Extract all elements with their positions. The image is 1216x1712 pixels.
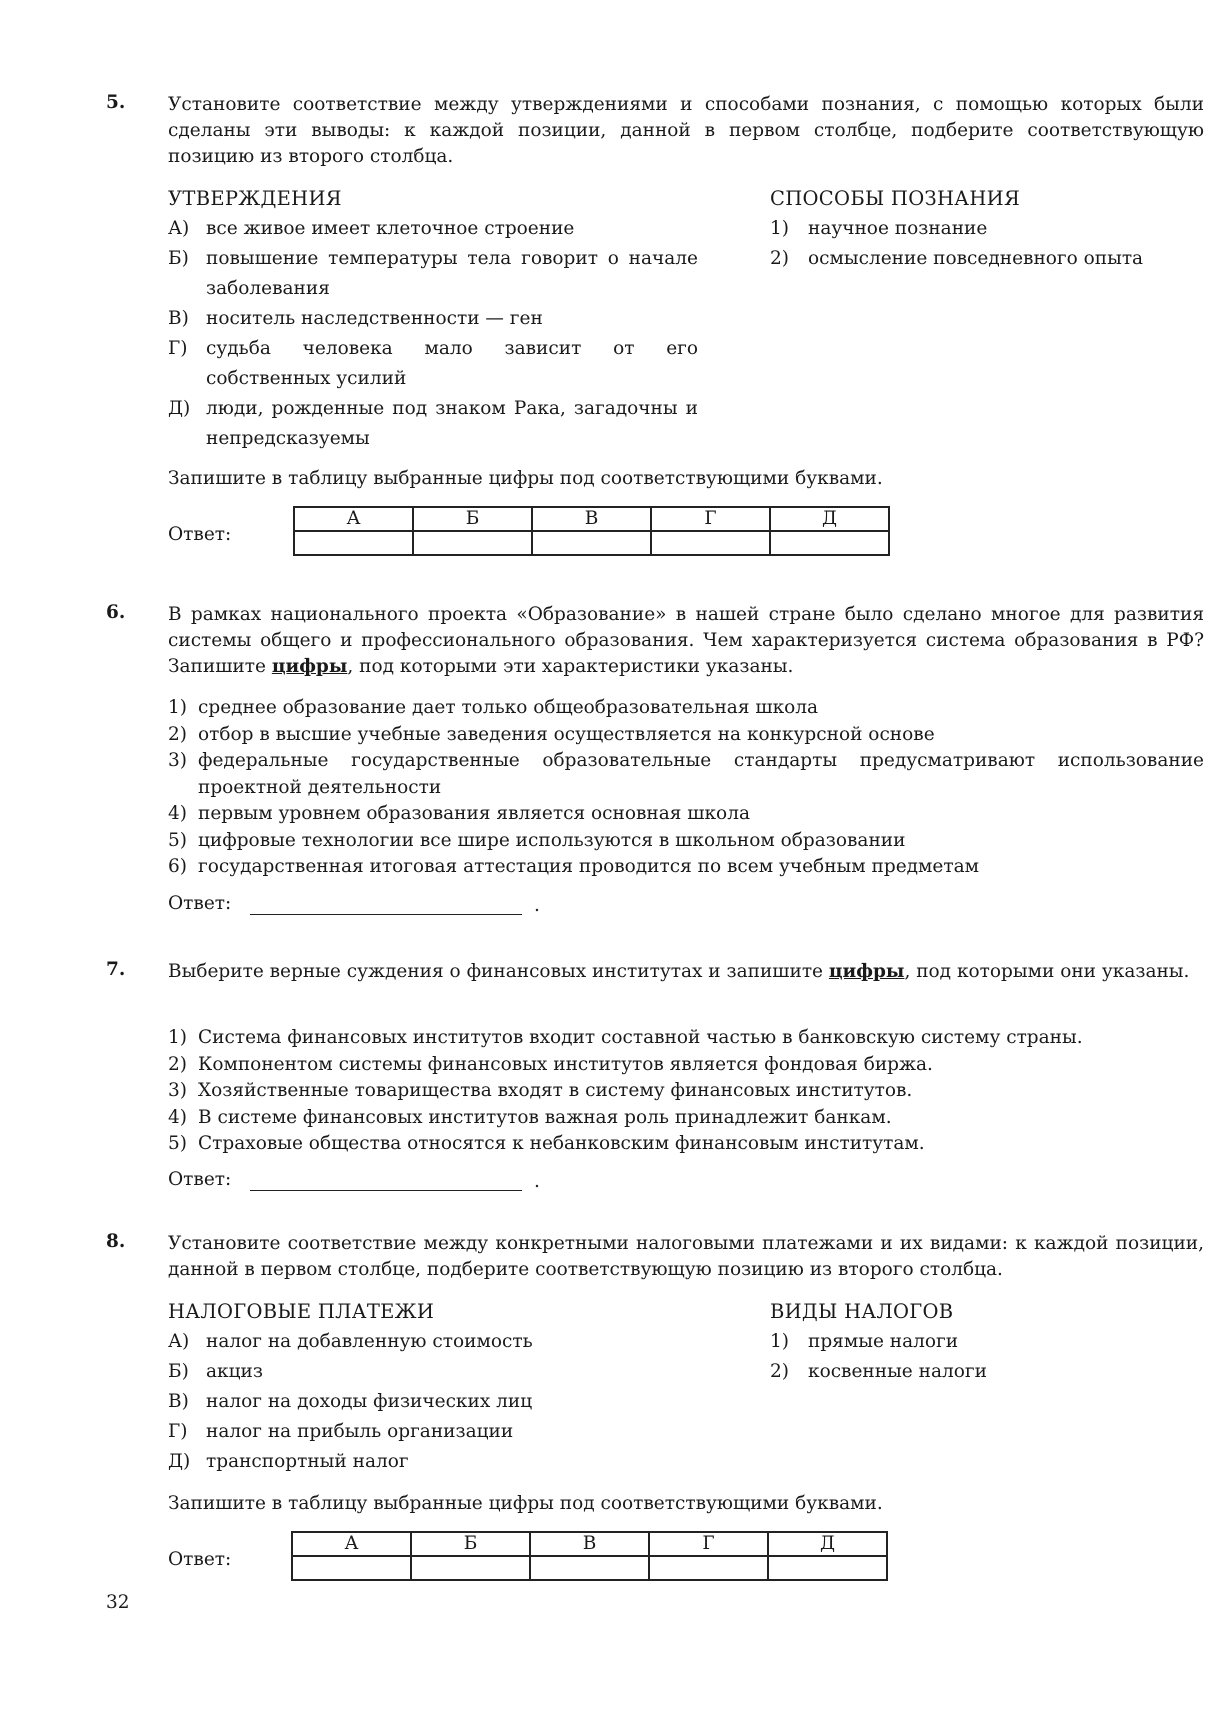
- tax-types-column: [770, 1297, 1210, 1387]
- answer-cell[interactable]: [651, 531, 770, 555]
- list-item: 4) первым уровнем образования является основная школа: [168, 803, 750, 824]
- table-header: Б: [413, 507, 532, 531]
- list-item: 3) Хозяйственные товарищества входят в систему финансовых институтов.: [168, 1080, 913, 1101]
- list-item: 2) осмысление повседневного опыта: [770, 248, 1144, 269]
- answer-cell[interactable]: [532, 531, 651, 555]
- column-heading: УТВЕРЖДЕНИЯ: [168, 187, 342, 210]
- answer-cell[interactable]: [292, 1556, 411, 1580]
- answer-label: Ответ:: [168, 524, 232, 545]
- list-item: А) все живое имеет клеточное строение: [168, 218, 575, 239]
- statements-column: [168, 184, 698, 454]
- answer-dot: .: [534, 895, 540, 916]
- instruction: Запишите в таблицу выбранные цифры под соответствующими буквами.: [168, 468, 883, 489]
- task-number: 7.: [106, 959, 126, 980]
- column-heading: ВИДЫ НАЛОГОВ: [770, 1300, 954, 1323]
- list-item: А) налог на добавленную стоимость: [168, 1331, 533, 1352]
- task-intro: В рамках национального проекта «Образование» в нашей стране было сделано многое для развития системы общего и профессионального образования. Чем характеризуется система образования в РФ? Запишите цифры, под которыми эти характеристики указаны.: [168, 604, 1204, 677]
- options-list: [168, 1025, 1204, 1158]
- list-item: 1) прямые налоги: [770, 1331, 959, 1352]
- answer-label: Ответ:: [168, 1549, 232, 1570]
- table-header: Д: [768, 1532, 887, 1556]
- instruction: Запишите в таблицу выбранные цифры под соответствующими буквами.: [168, 1493, 883, 1514]
- answer-label: Ответ:: [168, 1169, 232, 1190]
- list-item: Д) транспортный налог: [168, 1451, 409, 1472]
- list-item: 1) Система финансовых институтов входит составной частью в банковскую систему страны.: [168, 1027, 1083, 1048]
- list-item: 5) цифровые технологии все шире используются в школьном образовании: [168, 829, 906, 851]
- options-list: [168, 695, 1204, 881]
- table-header: А: [294, 507, 413, 531]
- answer-label: Ответ:: [168, 893, 232, 914]
- table-header: Д: [770, 507, 889, 531]
- list-item: Д) люди, рожденные под знаком Рака, загадочны и непредсказуемы: [168, 398, 698, 449]
- list-item: Б) повышение температуры тела говорит о начале заболевания: [168, 248, 698, 299]
- task-intro: Установите соответствие между конкретными налоговыми платежами и их видами: к каждой позиции, данной в первом столбце, подберите соответствующую позицию из второго столбца.: [168, 1233, 1204, 1280]
- list-item: Г) судьба человека мало зависит от его собственных усилий: [168, 338, 698, 389]
- page-number: 32: [106, 1592, 130, 1613]
- answer-table: [293, 506, 890, 556]
- answer-cell[interactable]: [411, 1556, 530, 1580]
- list-item: 1) научное познание: [770, 218, 988, 239]
- table-header: Г: [649, 1532, 768, 1556]
- list-item: 2) Компонентом системы финансовых институтов является фондовая биржа.: [168, 1053, 933, 1075]
- task-intro: Выберите верные суждения о финансовых институтах и запишите цифры, под которыми они указаны.: [168, 961, 1190, 982]
- list-item: 3) федеральные государственные образовательные стандарты предусматривают использование проектной деятельности: [168, 750, 1204, 798]
- column-heading: СПОСОБЫ ПОЗНАНИЯ: [770, 187, 1021, 210]
- list-item: 6) государственная итоговая аттестация проводится по всем учебным предметам: [168, 856, 980, 877]
- list-item: В) носитель наследственности — ген: [168, 308, 543, 329]
- task-intro: Установите соответствие между утверждениями и способами познания, с помощью которых были сделаны эти выводы: к каждой позиции, данной в первом столбце, подберите соответствующую позицию из второго столбца.: [168, 94, 1204, 167]
- list-item: 2) отбор в высшие учебные заведения осуществляется на конкурсной основе: [168, 723, 935, 745]
- answer-field[interactable]: [250, 1170, 522, 1191]
- list-item: Б) акциз: [168, 1361, 263, 1382]
- table-header: А: [292, 1532, 411, 1556]
- list-item: Г) налог на прибыль организации: [168, 1421, 514, 1442]
- column-heading: НАЛОГОВЫЕ ПЛАТЕЖИ: [168, 1300, 435, 1323]
- list-item: 4) В системе финансовых институтов важная роль принадлежит банкам.: [168, 1106, 892, 1128]
- answer-cell[interactable]: [770, 531, 889, 555]
- answer-cell[interactable]: [649, 1556, 768, 1580]
- table-header: В: [530, 1532, 649, 1556]
- list-item: В) налог на доходы физических лиц: [168, 1391, 533, 1412]
- task-number: 5.: [106, 92, 126, 113]
- list-item: 2) косвенные налоги: [770, 1361, 987, 1382]
- answer-cell[interactable]: [413, 531, 532, 555]
- payments-column: [168, 1297, 698, 1477]
- task-number: 8.: [106, 1231, 126, 1252]
- table-header: Б: [411, 1532, 530, 1556]
- answer-table: [291, 1531, 888, 1581]
- answer-cell[interactable]: [530, 1556, 649, 1580]
- table-header: Г: [651, 507, 770, 531]
- answer-cell[interactable]: [768, 1556, 887, 1580]
- answer-cell[interactable]: [294, 531, 413, 555]
- list-item: 1) среднее образование дает только общеобразовательная школа: [168, 697, 819, 718]
- answer-dot: .: [534, 1171, 540, 1192]
- task-number: 6.: [106, 602, 126, 623]
- table-header: В: [532, 507, 651, 531]
- list-item: 5) Страховые общества относятся к небанковским финансовым институтам.: [168, 1133, 925, 1154]
- answer-field[interactable]: [250, 894, 522, 915]
- methods-column: [770, 184, 1210, 274]
